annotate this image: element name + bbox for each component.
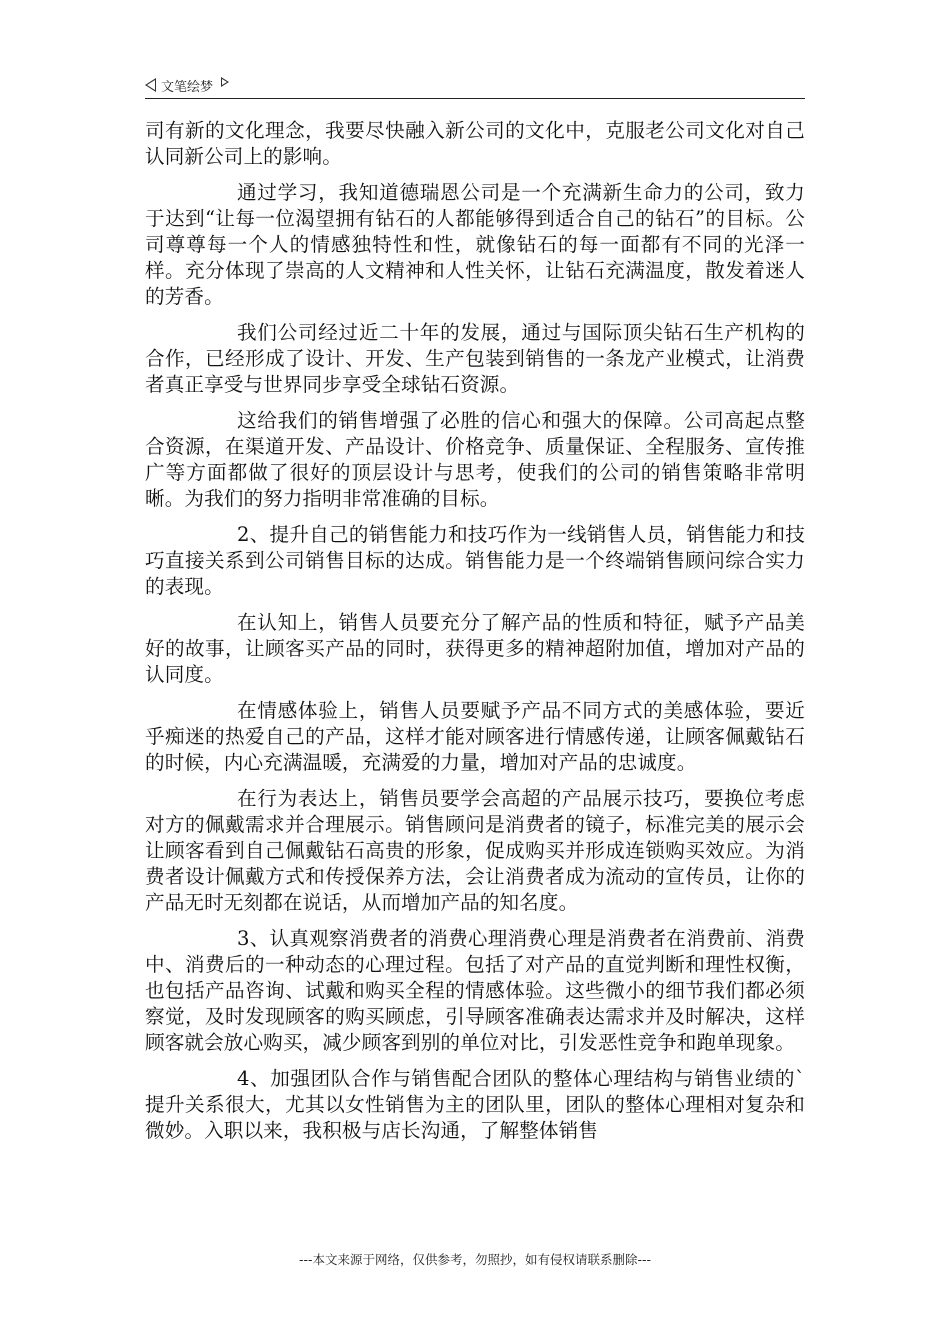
- header-title: 文笔绘梦: [161, 79, 214, 95]
- paragraph-7: 在情感体验上，销售人员要赋予产品不同方式的美感体验，要近乎痴迷的热爱自己的产品，这样才能对顾客进行情感传递，让顾客佩戴钻石的时候，内心充满温暖，充满爱的力量，增加对产品的忠诚度。: [145, 699, 805, 774]
- paragraph-10: 4、加强团队合作与销售配合团队的整体心理结构与销售业绩的`提升关系很大，尤其以女性销售为主的团队里，团队的整体心理相对复杂和微妙。入职以来，我积极与店长沟通，了解整体销售: [145, 1067, 805, 1142]
- triangle-left-icon: [145, 78, 156, 92]
- page-header: [145, 74, 805, 96]
- paragraph-4: 这给我们的销售增强了必胜的信心和强大的保障。公司高起点整合资源，在渠道开发、产品设计、价格竞争、质量保证、全程服务、宣传推广等方面都做了很好的顶层设计与思考，使我们的公司的销售策略非常明晰。为我们的努力指明非常准确的目标。: [145, 409, 805, 510]
- document-body: [145, 118, 805, 1154]
- paragraph-3: 我们公司经过近二十年的发展，通过与国际顶尖钻石生产机构的合作，已经形成了设计、开发、生产包装到销售的一条龙产业模式，让消费者真正享受与世界同步享受全球钻石资源。: [145, 321, 805, 396]
- header-divider: [145, 98, 805, 99]
- paragraph-2: 通过学习，我知道德瑞恩公司是一个充满新生命力的公司，致力于达到“让每一位渴望拥有钻石的人都能够得到适合自己的钻石”的目标。公司尊尊每一个人的情感独特性和性，就像钻石的每一面都有不同的光泽一样。充分体现了崇高的人文精神和人性关怀，让钻石充满温度，散发着迷人的芳香。: [145, 181, 805, 308]
- paragraph-6: 在认知上，销售人员要充分了解产品的性质和特征，赋予产品美好的故事，让顾客买产品的同时，获得更多的精神超附加值，增加对产品的认同度。: [145, 611, 805, 686]
- paragraph-9: 3、认真观察消费者的消费心理消费心理是消费者在消费前、消费中、消费后的一种动态的心理过程。包括了对产品的直觉判断和理性权衡，也包括产品咨询、试戴和购买全程的情感体验。这些微小的细节我们都必须察觉，及时发现顾客的购买顾虑，引导顾客准确表达需求并及时解决，这样顾客就会放心购买，减少顾客到别的单位对比，引发恶性竞争和跑单现象。: [145, 927, 805, 1054]
- paragraph-5: 2、提升自己的销售能力和技巧作为一线销售人员，销售能力和技巧直接关系到公司销售目标的达成。销售能力是一个终端销售顾问综合实力的表现。: [145, 523, 805, 598]
- page-footer: ---本文来源于网络，仅供参考，勿照抄，如有侵权请联系删除---: [298, 1252, 652, 1267]
- paragraph-8: 在行为表达上，销售员要学会高超的产品展示技巧，要换位考虑对方的佩戴需求并合理展示。销售顾问是消费者的镜子，标准完美的展示会让顾客看到自己佩戴钻石高贵的形象，促成购买并形成连锁购买效应。为消费者设计佩戴方式和传授保养方法，会让消费者成为流动的宣传员，让你的产品无时无刻都在说话，从而增加产品的知名度。: [145, 787, 805, 914]
- triangle-right-icon: [221, 77, 229, 87]
- paragraph-1: 司有新的文化理念，我要尽快融入新公司的文化中，克服老公司文化对自己认同新公司上的影响。: [145, 119, 805, 168]
